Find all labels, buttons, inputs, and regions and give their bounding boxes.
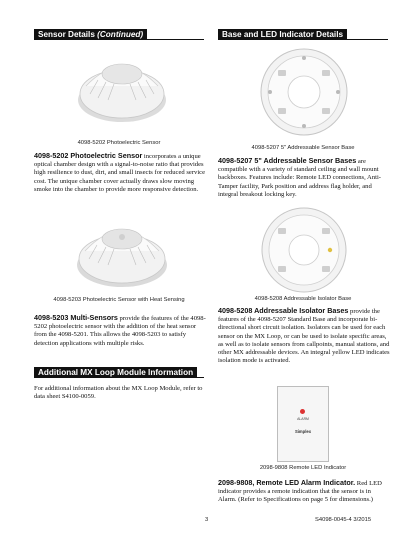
paragraph-4098-5202 — [34, 152, 206, 194]
figure-caption: 4098-5208 Addressable Isolator Base — [254, 296, 352, 302]
paragraph-title: 4098-5208 Addressable Isolator Bases — [218, 306, 349, 315]
figure-caption: 4098-5203 Photoelectric Sensor with Heat Sensing — [53, 297, 185, 303]
plate-label: ALARM — [297, 417, 309, 421]
header-rule — [34, 39, 204, 40]
header-rule — [218, 39, 388, 40]
section-header-mx-loop: Additional MX Loop Module Information — [34, 367, 197, 378]
paragraph-body: provide the features of the 4098-5207 Standard Base and incorporate bi-directional short circuit isolation. Isolators can be used for each sensor on the MX Loop, or can be used to isolate specific areas, as well as to isolate sensors from callpoints, manual stations, and other MX addressable devices. An integral yellow LED indicates isolation mode is activated. — [218, 308, 390, 365]
multi-sensor-image — [74, 213, 170, 293]
paragraph-mx-loop: For additional information about the MX Loop Module, refer to data sheet S4100-0059. — [34, 385, 203, 401]
paragraph-4098-5207 — [218, 157, 390, 199]
figure-caption: 4098-5207 5" Addressable Sensor Base — [251, 145, 355, 151]
header-suffix: (Continued) — [97, 30, 144, 39]
paragraph-body: Red LED indicator provides a remote indication that the sensor is in Alarm. (Refer to Specifications on page 5 for dimensions.) — [218, 480, 382, 504]
paragraph-title: 2098-9808, Remote LED Alarm Indicator. — [218, 478, 356, 487]
paragraph-body: provide the features of the 4098-5202 photoelectric sensor with the addition of the heat sensor from the 4098-5201. This allows the 4098-5203 to satisfy detection applications with multiple risks. — [34, 315, 206, 347]
paragraph-4098-5208 — [218, 307, 390, 365]
simplex-logo: Simplex — [294, 429, 312, 434]
isolator-base-image — [258, 206, 350, 294]
paragraph-4098-5203 — [34, 314, 206, 348]
photoelectric-sensor-image — [76, 50, 168, 128]
paragraph-body: are compatible with a variety of standard ceiling and wall mount backboxes. Features include: Remote LED connections, Anti-Tamper facility, Park position and address flag holder, and integral breakout locking key. — [218, 158, 381, 198]
section-header-base-led: Base and LED Indicator Details — [218, 29, 347, 40]
figure-caption: 2098-9808 Remote LED Indicator — [259, 465, 347, 471]
paragraph-2098-9808 — [218, 479, 390, 505]
paragraph-body: incorporates a unique optical chamber design with a signal-to-noise ratio that provides high resilience to dust, dirt, and small insects for reduced service cost. The unique chamber cover actually draws slow moving smoke into the chamber to provide more responsive detection. — [34, 153, 206, 193]
remote-led-plate-image — [277, 386, 329, 462]
paragraph-title: 4098-5207 5" Addressable Sensor Bases — [218, 156, 357, 165]
led-indicator-icon — [300, 409, 305, 414]
paragraph-title: 4098-5203 Multi-Sensors — [34, 313, 118, 322]
header-rule — [34, 377, 204, 378]
sensor-base-image — [258, 46, 350, 138]
paragraph-title: 4098-5202 Photoelectric Sensor — [34, 151, 143, 160]
header-text: Sensor Details — [38, 30, 95, 39]
page-number: 3 — [205, 517, 209, 523]
figure-caption: 4098-5202 Photoelectric Sensor — [77, 140, 161, 146]
document-id: S4098-0045-4 3/2015 — [315, 517, 372, 523]
